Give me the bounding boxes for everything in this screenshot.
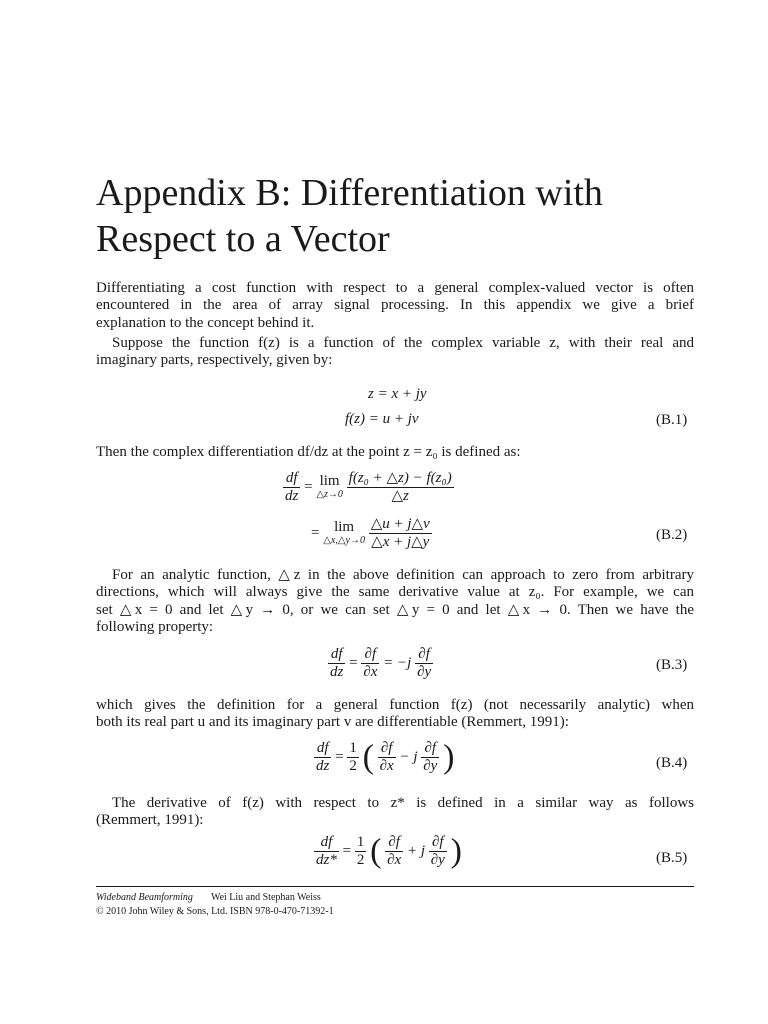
limit-subscript: △x,△y→0 <box>323 534 365 546</box>
paragraph-conjugate-derivative <box>96 795 694 830</box>
fraction-denominator: dz* <box>316 852 337 868</box>
title-line-1: Appendix B: Differentiation with <box>96 172 603 214</box>
paragraph-complex-differentiation <box>96 444 694 461</box>
fraction-denominator: dz <box>330 664 344 680</box>
partial-fraction-y <box>421 740 439 775</box>
text-line: The derivative of f(z) with respect to z* is defined in a similar way as follows <box>112 795 694 811</box>
equation-b3: $\frac{df}{dz}$ = $\frac{\partial f}{\partial x}$ = −j $\frac{\partial f}{\partial y}$ <box>330 646 432 680</box>
fraction-numerator: ∂f <box>364 646 377 662</box>
paragraph-intro <box>96 280 694 332</box>
fraction-numerator: ∂f <box>380 740 393 756</box>
text-line: explanation to the concept behind it. <box>96 314 315 331</box>
fraction-numerator: 1 <box>356 834 365 850</box>
partial-fraction-y <box>429 834 447 869</box>
text-line: Suppose the function f(z) is a function of the complex variable z, with their real and <box>112 335 694 351</box>
fraction-df-dz <box>283 470 300 505</box>
title-line-2: Respect to a Vector <box>96 218 390 260</box>
fraction-df-dz <box>314 740 331 775</box>
equation-number-b4: (B.4) <box>656 755 688 771</box>
fraction-numerator: df <box>330 646 343 662</box>
limit-operator: lim △z→0 <box>316 472 343 500</box>
fraction-numerator: ∂f <box>388 834 400 850</box>
fraction-denominator: ∂y <box>423 758 438 774</box>
equation-number-b1: (B.1) <box>656 412 688 428</box>
paragraph-general-function <box>96 697 694 732</box>
text-line: following property: <box>96 618 214 635</box>
fraction-denominator: ∂y <box>417 664 432 680</box>
fraction-denominator: dz <box>285 488 299 504</box>
text-line: directions, which will always give the same derivative value at z₀. For example, we can <box>96 584 694 601</box>
text-line: Then the complex differentiation df/dz at the point z = z₀ is defined as: <box>96 444 521 460</box>
fraction-one-half <box>347 740 359 775</box>
fraction-denominator: ∂x <box>363 664 378 680</box>
footer-divider <box>96 886 694 887</box>
equation-operator: − j <box>399 748 418 765</box>
partial-fraction-x <box>361 646 379 681</box>
equation-b1-line-1: z = x + jy <box>368 386 427 402</box>
partial-fraction-x <box>385 834 403 869</box>
fraction-df-dz <box>328 646 345 681</box>
fraction-denominator: △x + j△y <box>369 533 432 551</box>
footer-copyright: © 2010 John Wiley & Sons, Ltd. ISBN 978-0-470-71392-1 <box>96 906 334 917</box>
equation-b5: $\frac{df}{dz*}$ = $\frac{1}{2}$ ( $\frac{\partial f}{\partial x}$ + j $\frac{\partial f}{\partial y}$ ) <box>316 832 462 870</box>
text-line: Differentiating a cost function with respect to a general complex-valued vector is often <box>96 280 694 296</box>
appendix-title <box>96 170 696 262</box>
fraction-numerator: ∂f <box>424 740 437 756</box>
equation-number-b5: (B.5) <box>656 850 688 866</box>
fraction-df-dz-conjugate <box>314 834 339 869</box>
equation-number-b3: (B.3) <box>656 657 688 673</box>
text-line: For an analytic function, △z in the above definition can approach to zero from arbitrary <box>112 567 694 583</box>
partial-fraction-x <box>378 740 396 775</box>
difference-quotient <box>347 470 454 505</box>
text-line: set △x = 0 and let △y → 0, or we can set △y = 0 and let △x → 0. Then we have the <box>96 601 694 618</box>
limit-subscript: △z→0 <box>316 488 343 500</box>
text-line: both its real part u and its imaginary part v are differentiable (Remmert, 1991): <box>96 714 569 731</box>
equation-b4: $\frac{df}{dz}$ = $\frac{1}{2}$ ( $\frac{\partial f}{\partial x}$ − j $\frac{\partial f}{\partial y}$ ) <box>316 738 455 776</box>
fraction-numerator: △u + j△v <box>370 516 430 532</box>
book-authors: Wei Liu and Stephan Weiss <box>210 892 321 903</box>
fraction-denominator: 2 <box>356 852 365 868</box>
fraction-one-half <box>355 834 367 869</box>
equation-b2-line-2: = lim △x,△y→0 $\frac{\triangle u + j\triangle v}{\triangle x + j\triangle y}$ <box>311 516 430 550</box>
paragraph-analytic-function <box>96 567 694 636</box>
text-line: imaginary parts, respectively, given by: <box>96 352 333 369</box>
fraction-denominator: ∂y <box>430 852 445 868</box>
fraction-denominator: ∂x <box>379 758 394 774</box>
equation-b2-line-1: $\frac{df}{dz}$ = lim △z→0 $\frac{\text{f(z₀ + △z) − f(z₀)}}{\triangle z}$ <box>285 470 452 504</box>
equation-operator: = −j <box>383 654 412 671</box>
fraction-denominator: △z <box>347 487 454 505</box>
paragraph-function-definition <box>96 335 694 370</box>
equation-number-b2: (B.2) <box>656 527 688 543</box>
fraction-numerator: df <box>316 740 329 756</box>
fraction-numerator: f(z₀ + △z) − f(z₀) <box>348 470 452 486</box>
text-line: (Remmert, 1991): <box>96 812 204 829</box>
fraction-numerator: df <box>320 834 333 850</box>
footer-book-line <box>96 891 321 904</box>
fraction-numerator: ∂f <box>432 834 444 850</box>
fraction-denominator: dz <box>316 758 330 774</box>
fraction-numerator: df <box>285 470 298 486</box>
fraction-numerator: 1 <box>349 740 357 756</box>
fraction-denominator: ∂x <box>387 852 402 868</box>
fraction-numerator: ∂f <box>418 646 430 662</box>
equation-b1-line-2: f(z) = u + jv <box>345 411 419 427</box>
book-title: Wideband Beamforming <box>96 892 193 903</box>
limit-operator: lim △x,△y→0 <box>323 518 365 546</box>
text-line: encountered in the area of array signal processing. In this appendix we give a brief <box>96 297 694 314</box>
text-line: which gives the definition for a general function f(z) (not necessarily analytic) when <box>96 697 694 713</box>
component-quotient <box>369 516 432 551</box>
partial-fraction-y <box>415 646 433 681</box>
fraction-denominator: 2 <box>349 758 357 774</box>
equation-operator: + j <box>406 842 426 859</box>
